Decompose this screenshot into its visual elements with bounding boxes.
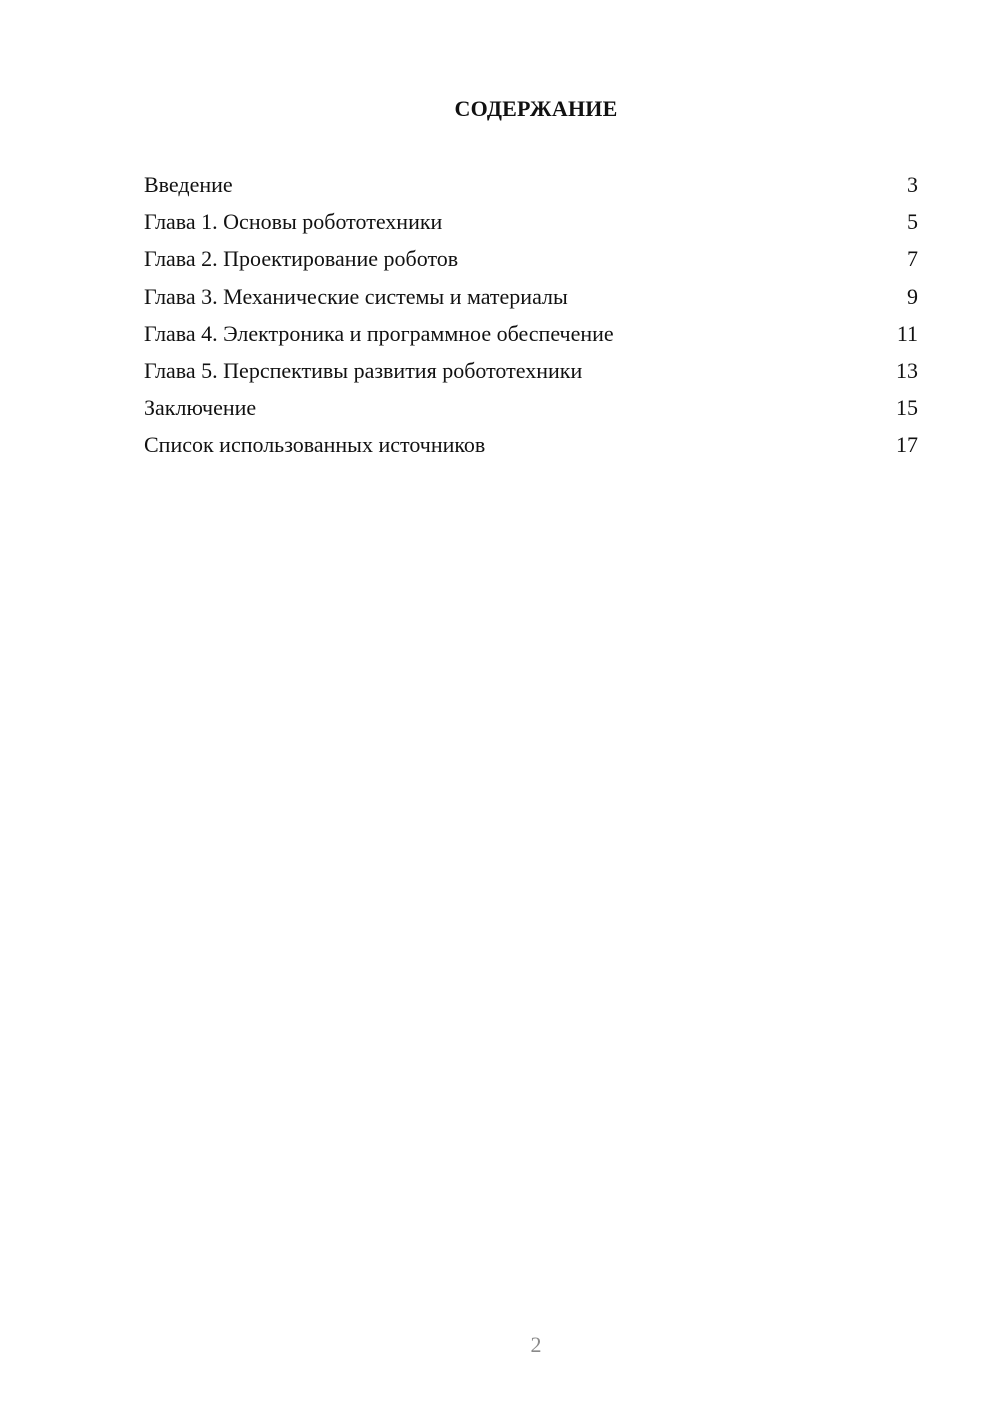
toc-entry	[144, 170, 918, 207]
toc-entry	[144, 430, 918, 467]
toc-entry-label: Глава 1. Основы робототехники	[144, 209, 443, 235]
toc-entry-page: 17	[896, 432, 918, 458]
toc-entry-page: 13	[896, 357, 918, 383]
page-title: СОДЕРЖАНИЕ	[454, 96, 618, 121]
toc-entry-label: Глава 3. Механические системы и материалы	[144, 283, 568, 309]
toc-entry-page: 9	[907, 283, 918, 309]
toc-entry-label: Список использованных источников	[144, 432, 486, 458]
toc-entry	[144, 282, 918, 319]
toc-entry-label: Заключение	[144, 395, 257, 421]
toc-entry	[144, 356, 918, 393]
table-of-contents	[144, 170, 918, 468]
toc-entry	[144, 244, 918, 281]
toc-entry-label: Глава 2. Проектирование роботов	[144, 246, 459, 272]
toc-entry-page: 7	[907, 246, 918, 272]
page-number: 2	[530, 1332, 542, 1357]
toc-entry	[144, 207, 918, 244]
toc-entry-label: Глава 4. Электроника и программное обеспечение	[144, 320, 614, 346]
toc-entry	[144, 319, 918, 356]
toc-entry-page: 5	[907, 209, 918, 235]
toc-entry	[144, 393, 918, 430]
toc-entry-page: 11	[896, 320, 918, 346]
toc-entry-label: Введение	[144, 172, 233, 197]
toc-entry-page: 3	[907, 172, 918, 197]
toc-entry-label: Глава 5. Перспективы развития робототехники	[144, 357, 583, 383]
toc-entry-page: 15	[896, 395, 918, 421]
